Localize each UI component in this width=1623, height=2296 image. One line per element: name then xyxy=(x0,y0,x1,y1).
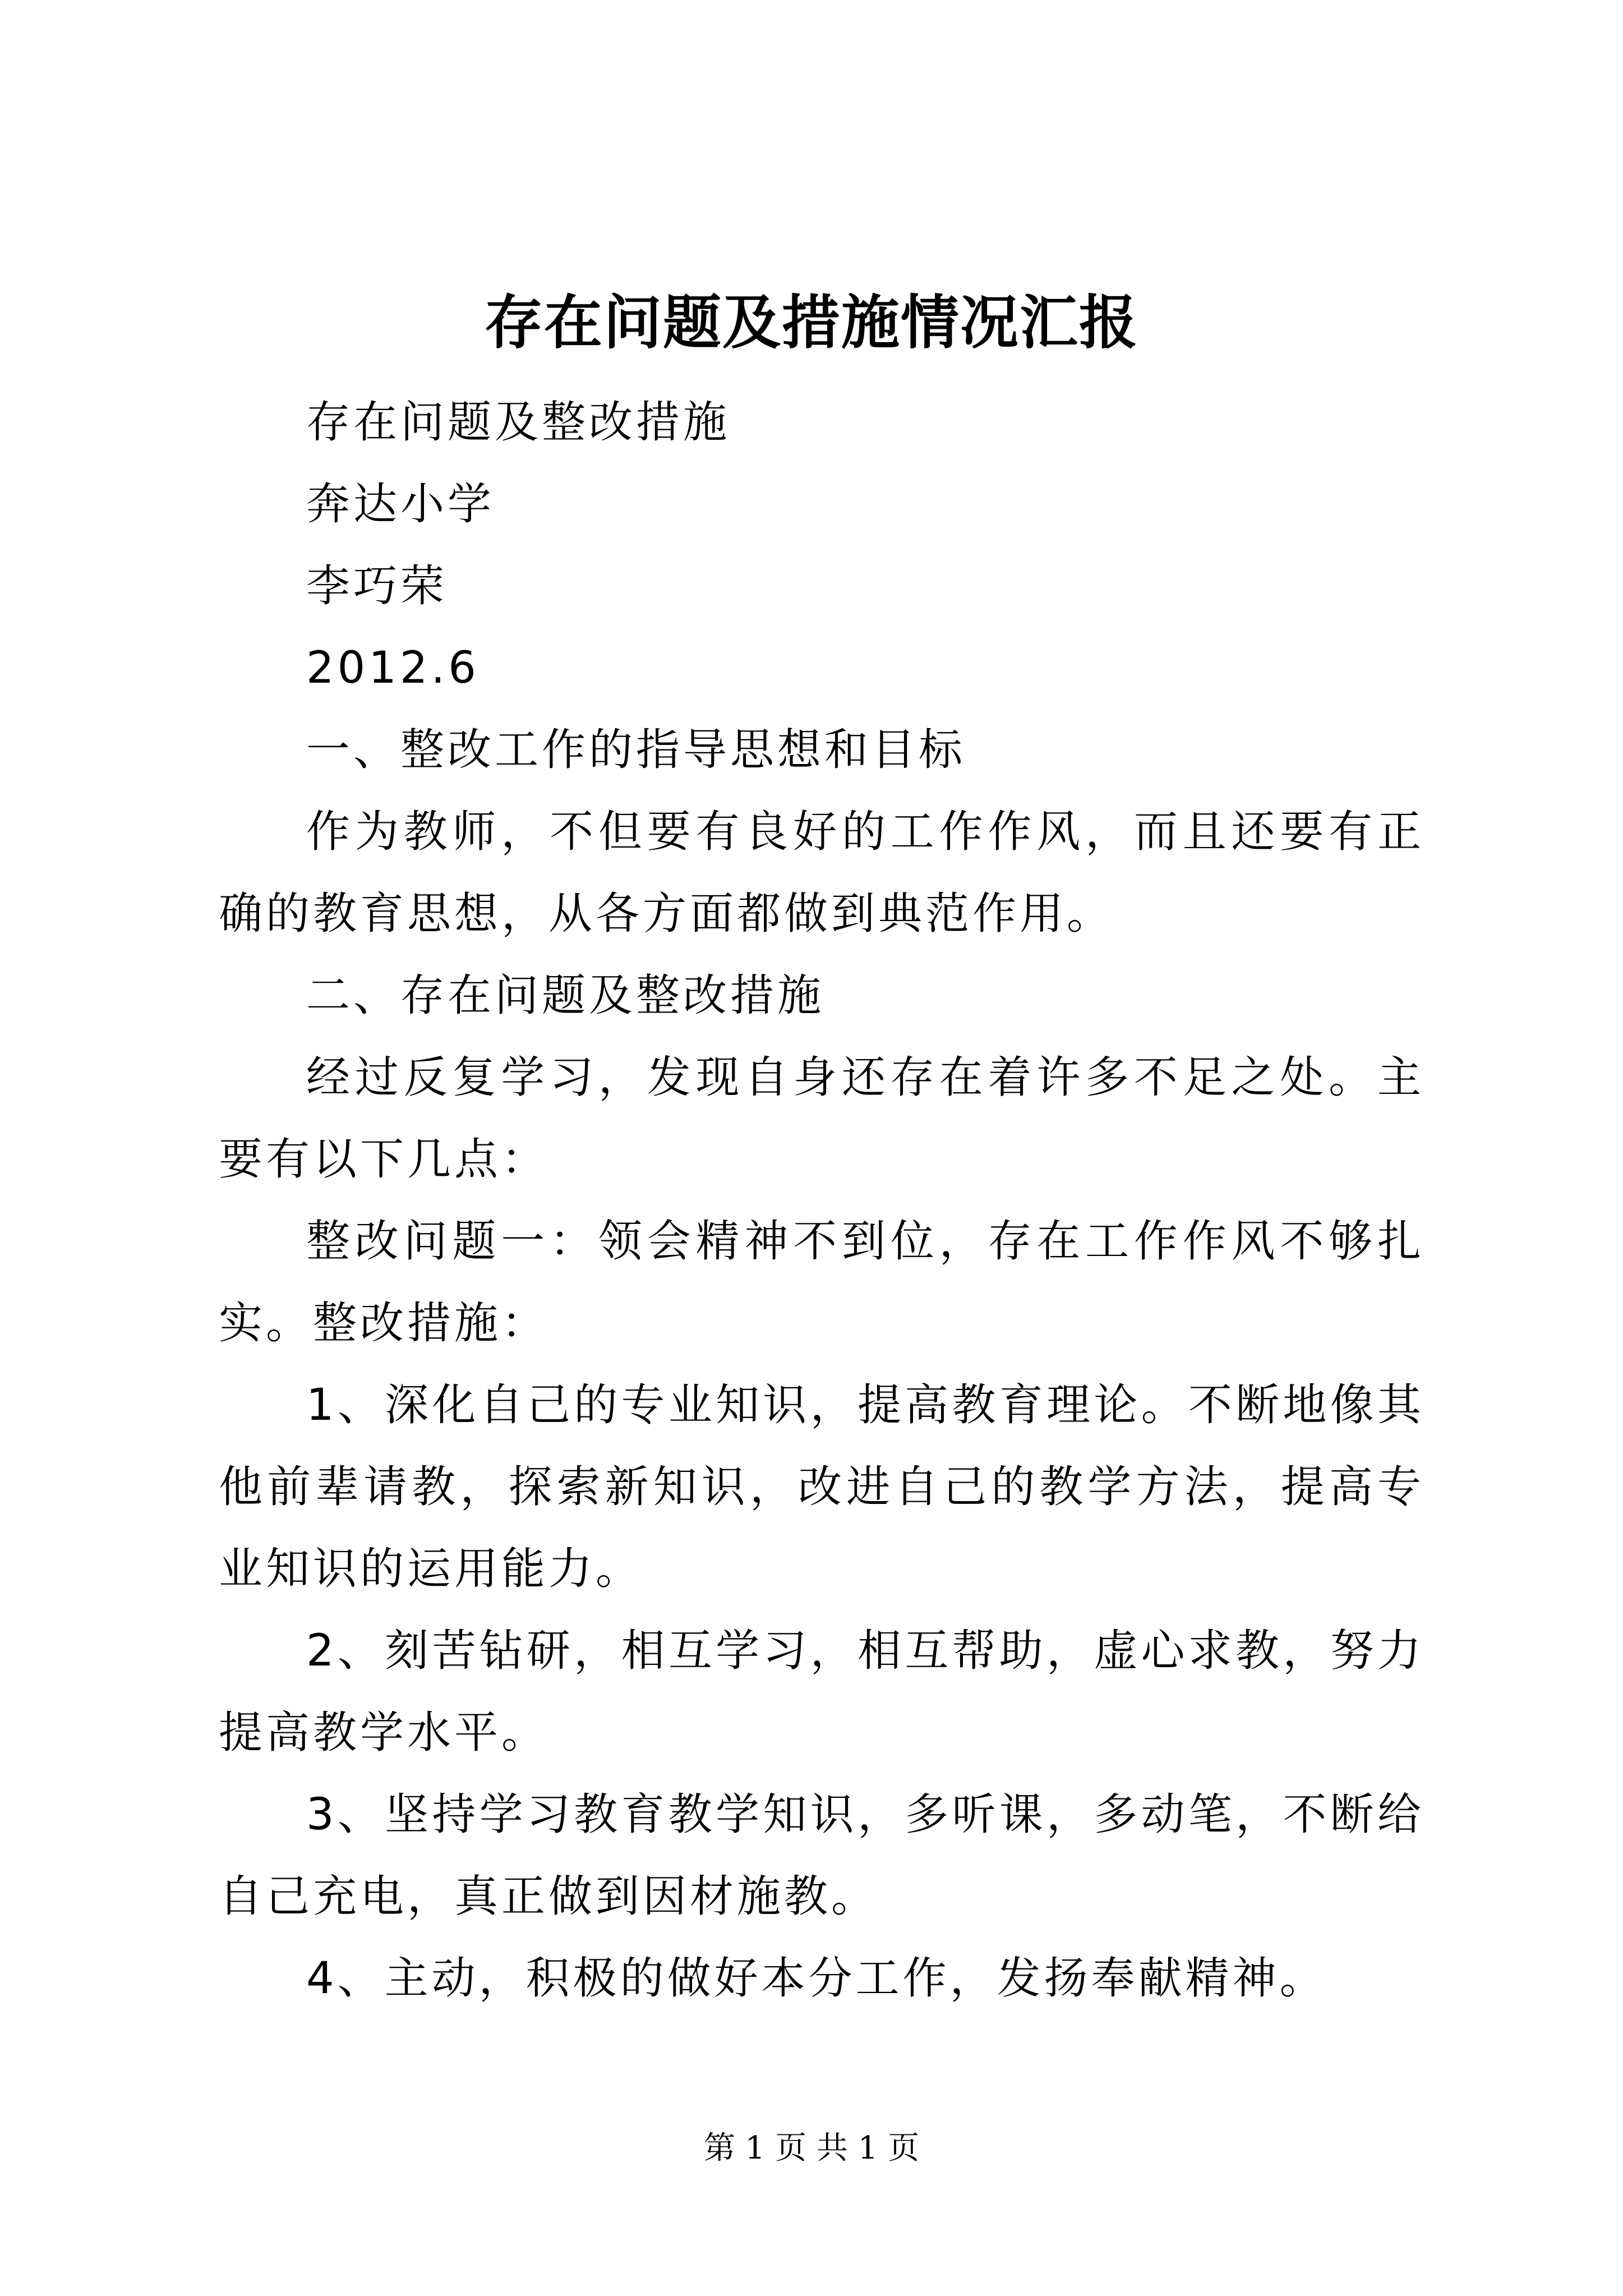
section-heading-1: 一、整改工作的指导思想和目标 xyxy=(306,725,966,775)
paragraph-school: 奔达小学 xyxy=(306,479,495,530)
list-item: 3、坚持学习教育教学知识，多听课，多动笔，不断给自己充电，真正做到因材施教。 xyxy=(219,1789,1424,1922)
section-heading-2: 二、存在问题及整改措施 xyxy=(306,970,825,1021)
list-item: 4、主动，积极的做好本分工作，发扬奉献精神。 xyxy=(306,1953,1327,2004)
paragraph-subtitle: 存在问题及整改措施 xyxy=(306,397,731,448)
document-title: 存在问题及措施情况汇报 xyxy=(484,288,1138,357)
paragraph: 经过反复学习，发现自身还存在着许多不足之处。主要有以下几点： xyxy=(219,1052,1424,1185)
page-footer: 第 1 页 共 1 页 xyxy=(703,2130,920,2166)
paragraph: 作为教师，不但要有良好的工作作风，而且还要有正确的教育思想，从各方面都做到典范作用。 xyxy=(219,807,1424,939)
paragraph: 整改问题一：领会精神不到位，存在工作作风不够扎实。整改措施： xyxy=(219,1216,1424,1349)
list-item: 2、刻苦钻研，相互学习，相互帮助，虚心求教，努力提高教学水平。 xyxy=(219,1626,1424,1758)
list-item: 1、深化自己的专业知识，提高教育理论。不断地像其他前辈请教，探索新知识，改进自己的教学方法，提高专业知识的运用能力。 xyxy=(219,1380,1424,1594)
paragraph-author: 李巧荣 xyxy=(306,561,448,611)
document-body xyxy=(219,381,1424,2019)
paragraph-date: 2012.6 xyxy=(306,643,479,693)
